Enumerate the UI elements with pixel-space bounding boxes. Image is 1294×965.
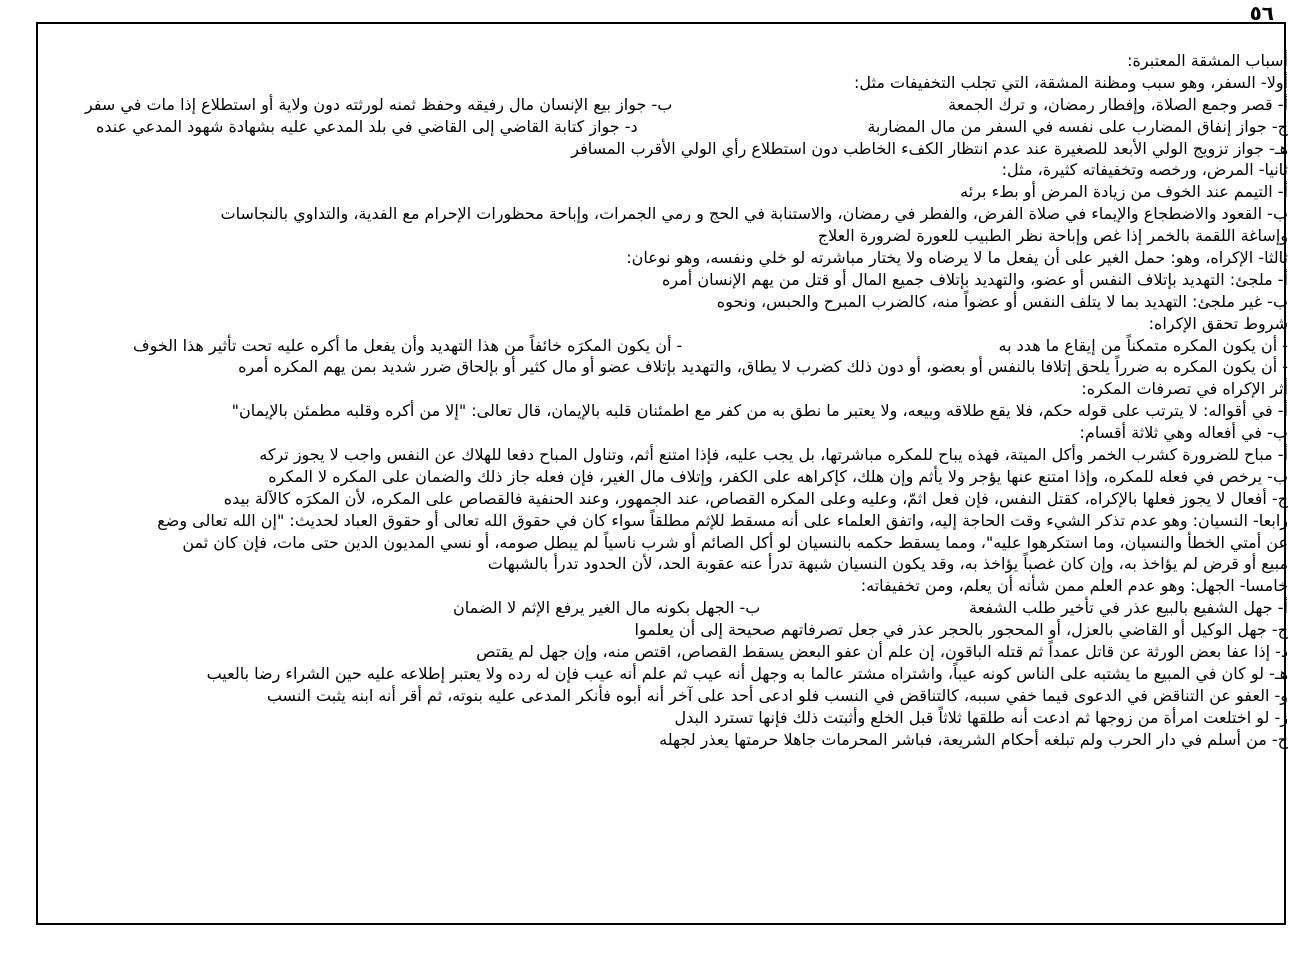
text-line: ب- غير ملجئ: التهديد بما لا يتلف النفس أو عضواً منه، كالضرب المبرح والحبس، ونحوه	[716, 291, 1288, 311]
text-line: أثر الإكراه في تصرفات المكره:	[1081, 379, 1288, 399]
text-line	[48, 597, 1288, 619]
text-line: رابعا- النسيان: وهو عدم تذكر الشيء وقت الحاجة إليه، واتفق العلماء على أنه مسقط للإثم مطلقاً سواء كان في حقوق الله تعالى أو حقوق العباد لحديث: "إن الله تعالى وضع	[157, 510, 1288, 530]
line-right-part: ج- جواز إنفاق المضارب على نفسه في السفر من مال المضاربة	[867, 116, 1288, 136]
line-left-part: ب- الجهل بكونه مال الغير يرفع الإثم لا الضمان	[453, 598, 761, 618]
text-line: وإساغة اللقمة بالخمر إذا غص وإباحة نظر الطبيب للعورة لضرورة العلاج	[817, 226, 1288, 246]
text-line: عن أمتي الخطأ والنسيان، وما استكرهوا عليه"، ومما يسقط حكمه بالنسيان لو أكل الصائم أو شرب ناسياً لم يبطل صومه، أو نسي المديون الدين حتى مات، فإن كان ثمن	[182, 532, 1288, 552]
text-line: خامسا- الجهل: وهو عدم العلم ممن شأنه أن يعلم، ومن تخفيفاته:	[860, 576, 1288, 596]
text-line	[48, 335, 1288, 357]
text-line: د- إذا عفا بعض الورثة عن قاتل عمداً ثم قتله الباقون، إن علم أن عفو البعض يسقط القصاص، اقتص منه، وإن جهل لم يقتص	[476, 642, 1288, 662]
line-left-part: د- جواز كتابة القاضي إلى القاضي في بلد المدعي عليه بشهادة شهود المدعي عنده	[96, 116, 638, 136]
document-body	[48, 50, 1288, 751]
text-line: - أن يكون المكره به ضرراً يلحق إتلافا بالنفس أو بعضو، أو دون ذلك كضرب لا يطاق، والتهديد بإتلاف عضو أو مال كثير أو بإلحاق ضرر شديد بمن يهم المكره أمره	[238, 357, 1288, 377]
text-line: هـ- جواز تزويج الولي الأبعد للصغيرة عند عدم انتظار الكفء الخاطب دون استطلاع رأي الولي الأقرب المسافر	[571, 138, 1288, 158]
text-line: ز- لو اختلعت امرأة من زوجها ثم ادعت أنه طلقها ثلاثاً قبل الخلع وأثبتت ذلك فإنها تسترد البدل	[674, 707, 1288, 727]
text-line: هـ- لو كان في المبيع ما يشتبه على الناس كونه عيباً، واشتراه مشتر عالما به وجهل أنه عيب ثم علم أنه عيب فإن له رده ولا يعتبر إطلاعه عليه حين الشراء رضا بالعيب	[206, 663, 1288, 683]
text-line: شروط تحقق الإكراه:	[1148, 313, 1288, 333]
text-line: أ- في أقواله: لا يترتب على قوله حكم، فلا يقع طلاقه وبيعه، ولا يعتبر ما نطق به من كفر مع اطمئنان قلبه بالإيمان، قال تعالى: "إلا من أكره وقلبه مطمئن بالإيمان"	[231, 401, 1288, 421]
text-line	[48, 94, 1288, 116]
text-line: ثالثا- الإكراه، وهو: حمل الغير على أن يفعل ما لا يرضاه ولا يختار مباشرته لو خلي ونفسه، وهو نوعان:	[626, 248, 1288, 268]
text-line: ثانيا- المرض، ورخصه وتخفيفاته كثيرة، مثل:	[1001, 160, 1288, 180]
text-line: ب- في أفعاله وهي ثلاثة أقسام:	[1079, 423, 1288, 443]
line-left-part: - أن يكون المكرَه خائفاً من هذا التهديد وأن يفعل ما أكره عليه تحت تأثير هذا الخوف	[133, 335, 683, 355]
text-line: ب- القعود والاضطجاع والإيماء في صلاة الفرض، والفطر في رمضان، والاستنابة في الحج و رمي الجمرات، وإباحة محظورات الإحرام مع الفدية، والتداوي بالنجاسات	[220, 204, 1288, 224]
text-line: ج- أفعال لا يجوز فعلها بالإكراه، كقتل النفس، فإن فعل اثمّ، وعليه وعلى المكره القصاص، عند الجمهور، وعند الحنفية فالقصاص على المكره، لأن المكرَه كالآلة بيده	[223, 488, 1288, 508]
text-line: أ- مباح للضرورة كشرب الخمر وأكل الميتة، فهذه يباح للمكره مباشرتها، بل يجب عليه، فإذا امتنع أثم، وتناول المباح دفعا للهلاك عن النفس واجب لا يجوز تركه	[259, 445, 1288, 465]
text-line: مبيع أو قرض لم يؤاخذ به، وإن كان غصباً يؤاخذ به، وقد يكون النسيان شبهة تدرأ عنه عقوبة الحد، لأن الحدود تدرأ بالشبهات	[487, 554, 1288, 574]
text-line: ح- من أسلم في دار الحرب ولم تبلغه أحكام الشريعة، فباشر المحرمات جاهلا حرمتها يعذر لجهله	[659, 729, 1288, 749]
line-left-part: ب- جواز بيع الإنسان مال رفيقه وحفظ ثمنه لورثته دون ولاية أو استطلاع إذا مات في سفر	[85, 94, 673, 114]
text-line: ب- يرخص في فعله للمكره، وإذا امتنع عنها يؤجر ولا يأثم وإن هلك، كإكراهه على الكفر، وإتلاف مال الغير، فإن فعله جاز ذلك والضمان على المكره لا المكره	[268, 466, 1288, 486]
text-line: أ- التيمم عند الخوف من زيادة المرض أو بطء برئه	[960, 182, 1288, 202]
text-line: و- العفو عن التناقض في الدعوى فيما خفي سببه، كالتناقض في النسب فلو ادعى أحد على آخر أنه أبوه فأنكر المدعى عليه بنوته، ثم أقر أنه ابنه يثبت النسب	[266, 685, 1288, 705]
line-right-part: - أن يكون المكره متمكناً من إيقاع ما هدد به	[998, 335, 1288, 355]
line-right-part: أ- جهل الشفيع بالبيع عذر في تأخير طلب الشفعة	[969, 598, 1288, 618]
text-line: أولا- السفر، وهو سبب ومظنة المشقة، التي تجلب التخفيفات مثل:	[853, 72, 1288, 92]
text-line: ج- جهل الوكيل أو القاضي بالعزل، أو المحجور بالحجر عذر في جعل تصرفاتهم صحيحة إلى أن يعلموا	[634, 620, 1288, 640]
text-line: أسباب المشقة المعتبرة:	[1127, 51, 1288, 70]
page-number: ٥٦	[1249, 1, 1274, 25]
line-right-part: أ- قصر وجمع الصلاة، وإفطار رمضان، و ترك الجمعة	[948, 94, 1288, 114]
text-line	[48, 116, 1288, 138]
text-line: أ- ملجئ: التهديد بإتلاف النفس أو عضو، والتهديد بإتلاف جميع المال أو قتل من يهم الإنسان أمره	[662, 269, 1288, 289]
